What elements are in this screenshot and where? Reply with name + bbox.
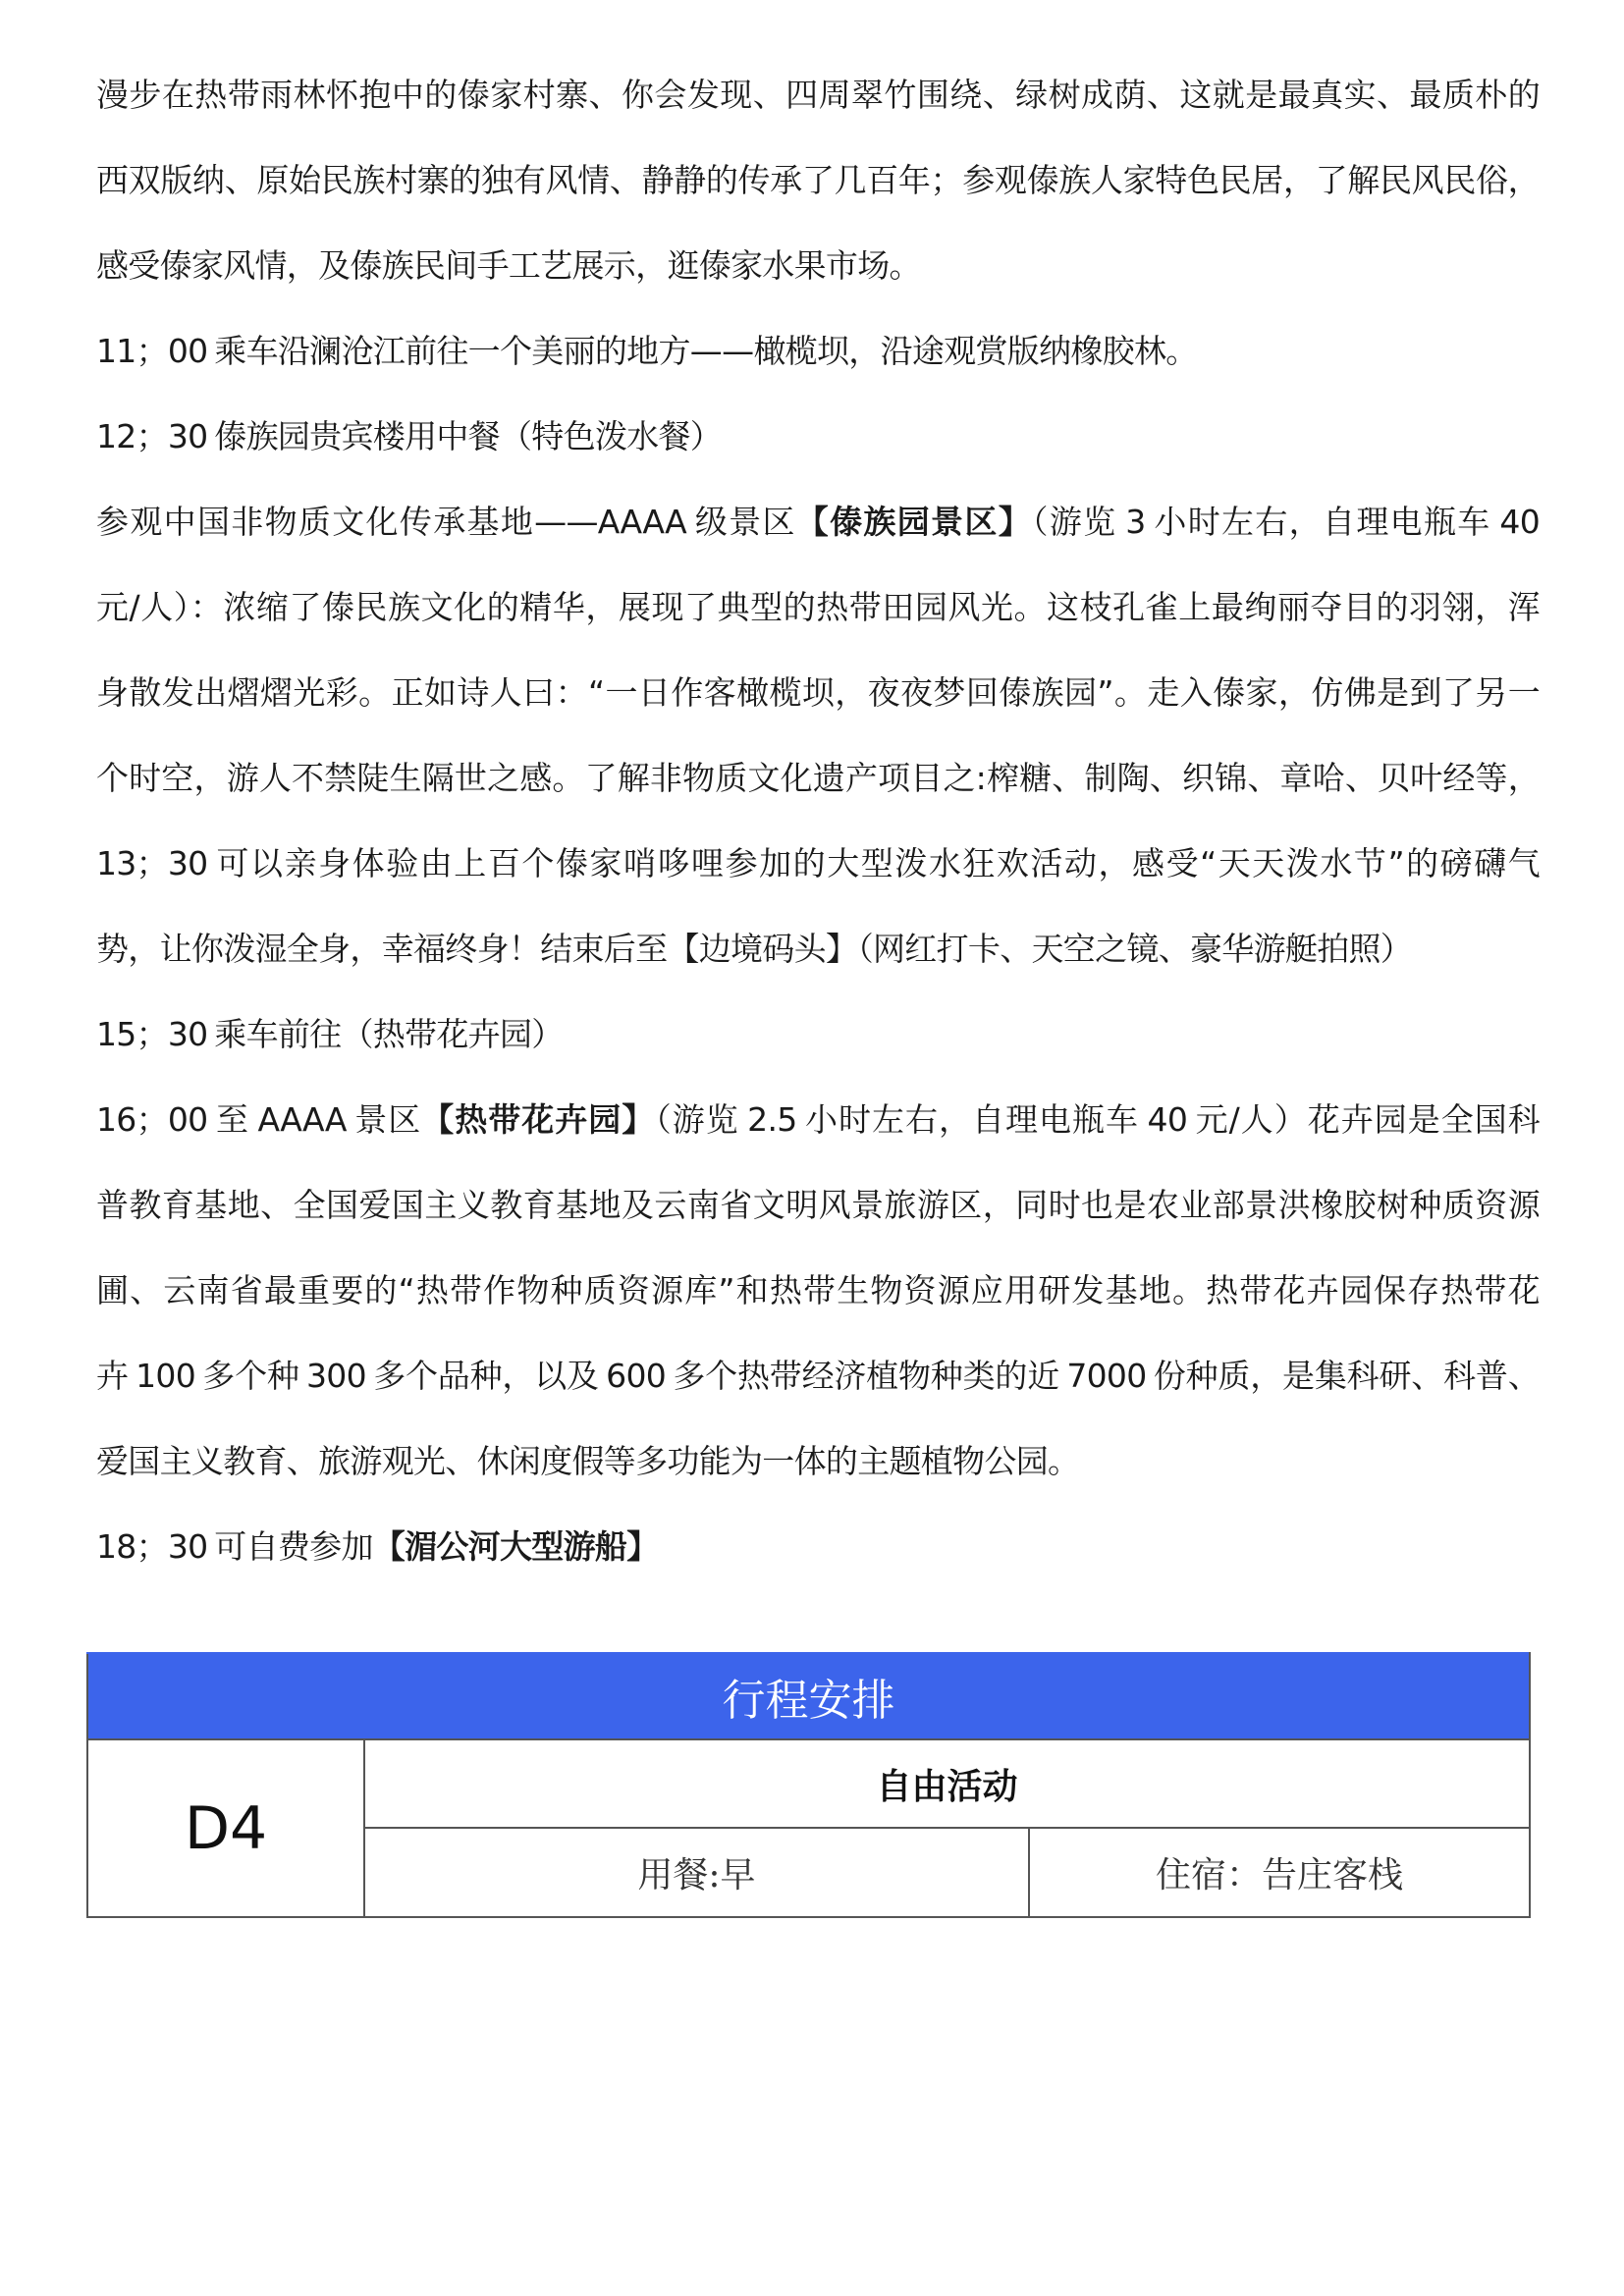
schedule-table [86, 1652, 1531, 1918]
text-line: 感受傣家风情，及傣族民间手工艺展示，逛傣家水果市场。 [96, 246, 921, 285]
meal-info: 用餐:早 [364, 1828, 1029, 1917]
daizu-park-name: 【傣族园景区】 [795, 503, 1033, 541]
text-line: 元/人）：浓缩了傣民族文化的精华，展现了典型的热带田园风光。这枝孔雀上最绚丽夺目的羽翎，浑 [96, 588, 1540, 626]
text-line: 身散发出熠熠光彩。正如诗人曰：“一日作客橄榄坝，夜夜梦回傣族园”。走入傣家，仿佛是到了另一 [96, 673, 1540, 712]
intro-paragraph [96, 52, 1540, 308]
text-line: 势，让你泼湿全身，幸福终身！结束后至【边境码头】（网红打卡、天空之镜、豪华游艇拍照） [96, 930, 1413, 968]
activity-title: 自由活动 [364, 1739, 1530, 1828]
itinerary-1230: 12；30 傣族园贵宾楼用中餐（特色泼水餐） [96, 417, 723, 455]
day-label: D4 [87, 1739, 364, 1917]
itinerary-1530: 15；30 乘车前往（热带花卉园） [96, 1015, 564, 1053]
text-line: 西双版纳、原始民族村寨的独有风情、静静的传承了几百年；参观傣族人家特色民居，了解民风民俗， [96, 161, 1540, 199]
flower-garden-paragraph [96, 1077, 1540, 1504]
daizu-park-paragraph [96, 479, 1540, 991]
text-line: 卉 100 多个种 300 多个品种，以及 600 多个热带经济植物种类的近 7000 份种质，是集科研、科普、 [96, 1357, 1540, 1395]
schedule-header: 行程安排 [87, 1653, 1530, 1739]
text-line: 参观中国非物质文化传承基地——AAAA 级景区【傣族园景区】（游览 3 小时左右，自理电瓶车 40 [96, 503, 1540, 541]
itinerary-1100: 11；00 乘车沿澜沧江前往一个美丽的地方——橄榄坝，沿途观赏版纳橡胶林。 [96, 332, 1198, 370]
itinerary-1830: 18；30 可自费参加【湄公河大型游船】 [96, 1527, 659, 1566]
text-line: 圃、云南省最重要的“热带作物种质资源库”和热带生物资源应用研发基地。热带花卉园保存热带花 [96, 1271, 1540, 1309]
flower-garden-name: 【热带花卉园】 [421, 1100, 656, 1139]
text-line: 个时空，游人不禁陡生隔世之感。了解非物质文化遗产项目之:榨糖、制陶、织锦、章哈、贝叶经等， [96, 759, 1540, 797]
text-line: 13；30 可以亲身体验由上百个傣家哨哆哩参加的大型泼水狂欢活动，感受“天天泼水节”的磅礴气 [96, 844, 1540, 882]
text-line: 漫步在热带雨林怀抱中的傣家村寨、你会发现、四周翠竹围绕、绿树成荫、这就是最真实、最质朴的 [96, 76, 1540, 114]
text-line: 16；00 至 AAAA 景区【热带花卉园】（游览 2.5 小时左右，自理电瓶车 40 元/人）花卉园是全国科 [96, 1100, 1540, 1139]
mekong-cruise-name: 【湄公河大型游船】 [372, 1527, 659, 1566]
text-line: 爱国主义教育、旅游观光、休闲度假等多功能为一体的主题植物公园。 [96, 1442, 1080, 1480]
text-line: 普教育基地、全国爱国主义教育基地及云南省文明风景旅游区，同时也是农业部景洪橡胶树种质资源 [96, 1186, 1540, 1224]
lodging-info: 住宿：告庄客栈 [1029, 1828, 1530, 1917]
